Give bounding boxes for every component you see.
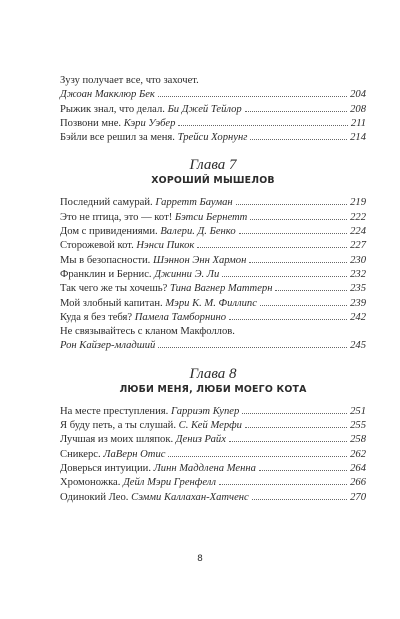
entry-title: Куда я без тебя? bbox=[60, 311, 133, 323]
dot-leader bbox=[275, 290, 347, 291]
entry-page-number: 251 bbox=[350, 405, 366, 417]
entry-page-number: 224 bbox=[350, 226, 366, 238]
entry-page-number: 230 bbox=[350, 254, 366, 266]
toc-entry[interactable] bbox=[60, 433, 366, 447]
entry-title: Зузу получает все, что захочет. bbox=[60, 75, 199, 86]
entry-page-number: 232 bbox=[350, 268, 366, 280]
entry-page-number: 219 bbox=[350, 197, 366, 209]
toc-entry[interactable] bbox=[60, 196, 366, 210]
table-of-contents bbox=[60, 74, 366, 505]
entry-page-number: 235 bbox=[350, 283, 366, 295]
toc-entry[interactable] bbox=[60, 74, 366, 88]
toc-entry[interactable] bbox=[60, 103, 366, 117]
chapter-heading bbox=[60, 157, 366, 187]
entry-title: Мы в безопасности. bbox=[60, 254, 151, 266]
entry-author: Би Джей Тейлор bbox=[167, 103, 242, 115]
chapter-label: Глава 7 bbox=[189, 157, 237, 174]
dot-leader bbox=[242, 413, 347, 414]
toc-entry[interactable] bbox=[60, 239, 366, 253]
toc-entry[interactable] bbox=[60, 311, 366, 325]
entry-author: Рон Кайзер-младший bbox=[60, 340, 156, 352]
toc-entry[interactable] bbox=[60, 448, 366, 462]
entry-title: Дом с привидениями. bbox=[60, 226, 158, 238]
entry-title: Доверься интуиции. bbox=[60, 462, 151, 474]
entry-page-number: 266 bbox=[350, 477, 366, 489]
toc-entry[interactable] bbox=[60, 282, 366, 296]
toc-entry[interactable] bbox=[60, 268, 366, 282]
toc-entry[interactable] bbox=[60, 339, 366, 353]
entry-author: Памела Тамборнино bbox=[134, 311, 227, 323]
chapter-heading bbox=[60, 366, 366, 396]
toc-entry[interactable] bbox=[60, 225, 366, 239]
dot-leader bbox=[245, 111, 347, 112]
entry-page-number: 270 bbox=[350, 491, 366, 503]
entry-title: Позвони мне. bbox=[60, 117, 122, 129]
toc-entry[interactable] bbox=[60, 211, 366, 225]
toc-entry[interactable] bbox=[60, 117, 366, 131]
toc-entry[interactable] bbox=[60, 405, 366, 419]
entry-page-number: 258 bbox=[350, 434, 366, 446]
entry-author: Сэмми Каллахан-Хатченс bbox=[131, 491, 249, 503]
entry-title: Рыжик знал, что делал. bbox=[60, 103, 165, 115]
toc-entry[interactable] bbox=[60, 419, 366, 433]
dot-leader bbox=[222, 276, 347, 277]
dot-leader bbox=[219, 484, 347, 485]
dot-leader bbox=[158, 96, 347, 97]
entry-title: Сторожевой кот. bbox=[60, 240, 134, 252]
dot-leader bbox=[259, 470, 347, 471]
chapter-label: Глава 8 bbox=[189, 365, 237, 382]
toc-entry[interactable] bbox=[60, 131, 366, 145]
entry-page-number: 227 bbox=[350, 240, 366, 252]
toc-entry[interactable] bbox=[60, 254, 366, 268]
entry-title: Бэйли все решил за меня. bbox=[60, 132, 175, 144]
entry-title: Последний самурай. bbox=[60, 197, 153, 209]
entry-author: Гарриэт Купер bbox=[170, 405, 240, 417]
dot-leader bbox=[250, 219, 347, 220]
entry-author: ЛаВерн Отис bbox=[103, 448, 166, 460]
dot-leader bbox=[229, 319, 347, 320]
entry-title: Так чего же ты хочешь? bbox=[60, 283, 168, 295]
toc-entry[interactable] bbox=[60, 297, 366, 311]
entry-author: С. Кей Мерфи bbox=[178, 420, 242, 432]
toc-entry[interactable] bbox=[60, 462, 366, 476]
entry-title: Не связывайтесь с кланом Макфоллов. bbox=[60, 326, 235, 338]
dot-leader bbox=[236, 204, 347, 205]
toc-entry[interactable] bbox=[60, 88, 366, 102]
page-number: 8 bbox=[197, 554, 203, 564]
entry-title: Хромоножка. bbox=[60, 477, 121, 489]
dot-leader bbox=[239, 233, 347, 234]
entry-title: На месте преступления. bbox=[60, 405, 169, 417]
entry-author: Шэннон Энн Хармон bbox=[152, 254, 247, 266]
dot-leader bbox=[252, 499, 347, 500]
dot-leader bbox=[245, 427, 347, 428]
entry-author: Бэтси Бернетт bbox=[174, 211, 248, 223]
entry-page-number: 239 bbox=[350, 297, 366, 309]
entry-title: Одинокий Лео. bbox=[60, 491, 129, 503]
entry-page-number: 255 bbox=[350, 420, 366, 432]
chapter-title: ЛЮБИ МЕНЯ, ЛЮБИ МОЕГО КОТА bbox=[119, 383, 307, 395]
entry-author: Нэнси Пикок bbox=[136, 240, 195, 252]
entry-title: Лучшая из моих шляпок. bbox=[60, 434, 174, 446]
dot-leader bbox=[229, 441, 347, 442]
entry-page-number: 204 bbox=[350, 89, 366, 101]
entry-page-number: 245 bbox=[350, 340, 366, 352]
entry-page-number: 262 bbox=[350, 448, 366, 460]
dot-leader bbox=[158, 347, 347, 348]
entry-author: Тина Вагнер Маттерн bbox=[169, 283, 273, 295]
entry-title: Это не птица, это — кот! bbox=[60, 211, 173, 223]
entry-author: Кэри Уэбер bbox=[123, 117, 176, 129]
entry-title: Сникерс. bbox=[60, 448, 101, 460]
entry-author: Валери. Д. Бенко bbox=[160, 226, 236, 238]
entry-author: Дейл Мэри Гренфелл bbox=[123, 477, 216, 489]
entry-author: Джоан Макклюр Бек bbox=[60, 89, 155, 101]
entry-title: Я буду петь, а ты слушай. bbox=[60, 420, 177, 432]
entry-title: Мой злобный капитан. bbox=[60, 297, 163, 309]
chapter-title: ХОРОШИЙ МЫШЕЛОВ bbox=[151, 175, 275, 187]
toc-entry[interactable] bbox=[60, 491, 366, 505]
entry-page-number: 264 bbox=[350, 462, 366, 474]
entry-page-number: 214 bbox=[350, 132, 366, 144]
entry-page-number: 211 bbox=[350, 117, 366, 129]
dot-leader bbox=[260, 305, 347, 306]
entry-author: Дениз Райх bbox=[175, 434, 226, 446]
entry-title: Франклин и Бернис. bbox=[60, 268, 152, 280]
entry-page-number: 208 bbox=[350, 103, 366, 115]
entry-author: Трейси Хорнунг bbox=[177, 132, 248, 144]
dot-leader bbox=[250, 139, 347, 140]
entry-author: Гарретт Бауман bbox=[155, 197, 233, 209]
dot-leader bbox=[197, 247, 347, 248]
entry-author: Джинни Э. Ли bbox=[154, 268, 220, 280]
entry-page-number: 242 bbox=[350, 311, 366, 323]
dot-leader bbox=[249, 262, 347, 263]
toc-entry[interactable] bbox=[60, 476, 366, 490]
toc-entry[interactable] bbox=[60, 325, 366, 339]
dot-leader bbox=[178, 125, 347, 126]
entry-author: Линн Маддлена Менна bbox=[153, 462, 256, 474]
entry-author: Мэри К. М. Филлипс bbox=[165, 297, 257, 309]
entry-page-number: 222 bbox=[350, 211, 366, 223]
dot-leader bbox=[168, 456, 347, 457]
